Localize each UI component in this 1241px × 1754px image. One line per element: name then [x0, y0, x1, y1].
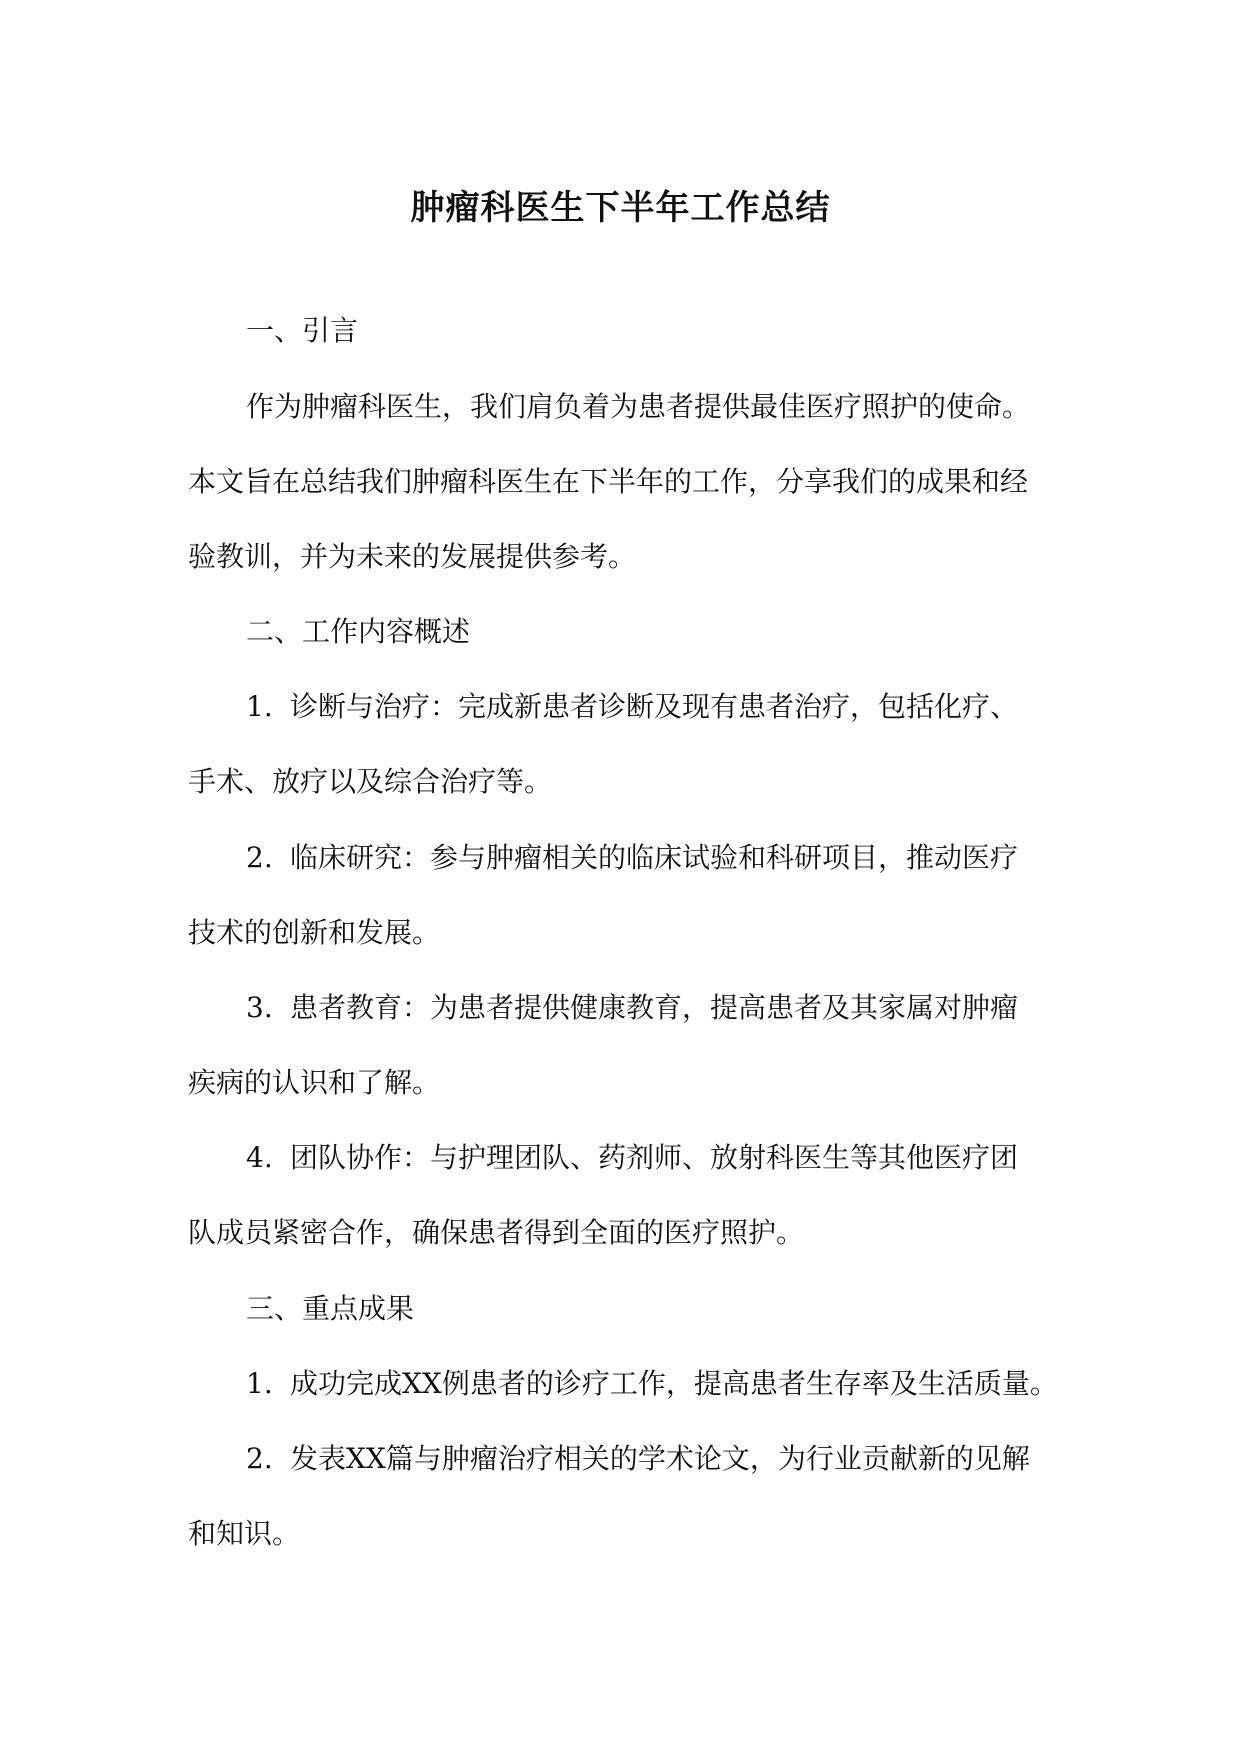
document-title: 肿瘤科医生下半年工作总结 [410, 188, 831, 228]
paragraph-line: 疾病的认识和了解。 [188, 1066, 441, 1099]
paragraph-line: 队成员紧密合作，确保患者得到全面的医疗照护。 [188, 1216, 805, 1249]
list-item-text: 诊断与治疗：完成新患者诊断及现有患者治疗，包括化疗、 [290, 690, 1019, 723]
list-item-text: 发表XX篇与肿瘤治疗相关的学术论文，为行业贡献新的见解 [290, 1442, 1030, 1475]
list-item [246, 986, 1018, 1030]
list-item-number: 1. [246, 690, 273, 723]
paragraph-line: 验教训，并为未来的发展提供参考。 [188, 540, 637, 573]
list-item-text: 临床研究：参与肿瘤相关的临床试验和科研项目，推动医疗 [290, 841, 1019, 874]
list-item [246, 1362, 1058, 1406]
paragraph-line: 手术、放疗以及综合治疗等。 [188, 765, 553, 798]
section-heading-work-overview: 二、工作内容概述 [246, 615, 471, 648]
paragraph-line: 技术的创新和发展。 [188, 916, 441, 949]
paragraph-line: 作为肿瘤科医生，我们肩负着为患者提供最佳医疗照护的使命。 [246, 390, 1031, 423]
list-item [246, 836, 1018, 880]
paragraph-line: 本文旨在总结我们肿瘤科医生在下半年的工作，分享我们的成果和经 [188, 465, 1029, 498]
list-item-number: 4. [246, 1141, 273, 1174]
list-item-number: 2. [246, 841, 273, 874]
paragraph-line: 和知识。 [188, 1517, 301, 1550]
list-item-number: 3. [246, 991, 273, 1024]
list-item-number: 1. [246, 1367, 273, 1400]
section-heading-key-achievements: 三、重点成果 [246, 1292, 415, 1325]
list-item-text: 患者教育：为患者提供健康教育，提高患者及其家属对肿瘤 [290, 991, 1019, 1024]
list-item [246, 1437, 1030, 1481]
section-heading-introduction: 一、引言 [246, 314, 359, 347]
list-item [246, 685, 1018, 729]
list-item-text: 成功完成XX例患者的诊疗工作，提高患者生存率及生活质量。 [290, 1367, 1058, 1400]
list-item-number: 2. [246, 1442, 273, 1475]
list-item-text: 团队协作：与护理团队、药剂师、放射科医生等其他医疗团 [290, 1141, 1019, 1174]
list-item [246, 1136, 1018, 1180]
